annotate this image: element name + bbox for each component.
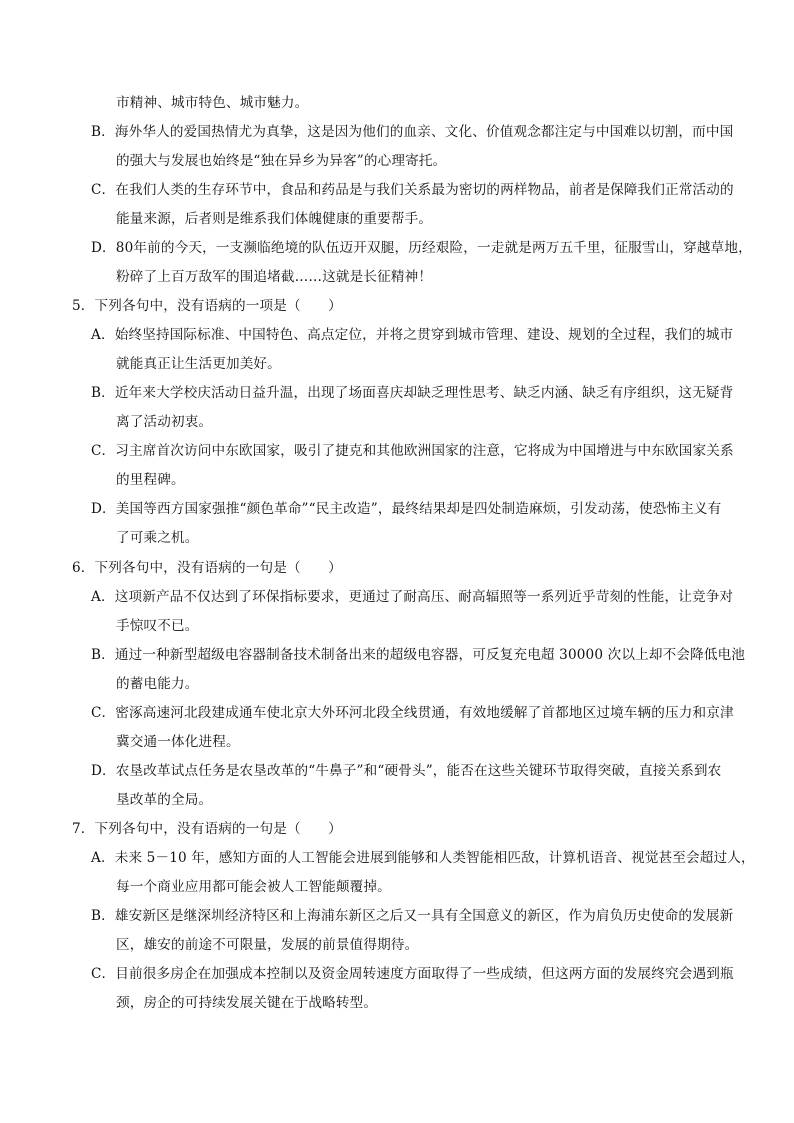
question-4-option-b: B．海外华人的爱国热情尤为真挚，这是因为他们的血亲、文化、价值观念都注定与中国难以切割，而中国	[91, 124, 734, 140]
question-5-option-d-cont: 了可乘之机。	[116, 530, 199, 546]
question-7-option-c: C．目前很多房企在加强成本控制以及资金周转速度方面取得了一些成绩，但这两方面的发展终究会遇到瓶	[91, 966, 734, 982]
question-5-option-b: B．近年来大学校庆活动日益升温，出现了场面喜庆却缺乏理性思考、缺乏内涵、缺乏有序组织，这无疑背	[91, 385, 734, 401]
question-6-option-b: B．通过一种新型超级电容器制备技术制备出来的超级电容器，可反复充电超 30000 次以上却不会降低电池	[91, 647, 746, 663]
question-5-option-c-cont: 的里程碑。	[116, 472, 185, 488]
question-4-option-d: D．80年前的今天，一支濒临绝境的队伍迈开双腿，历经艰险，一走就是两万五千里，征服雪山，穿越草地，	[91, 240, 752, 256]
question-6-option-d: D．农垦改革试点任务是农垦改革的“牛鼻子”和“硬骨头”，能否在这些关键环节取得突破，直接关系到农	[91, 763, 722, 779]
question-5-option-b-cont: 离了活动初衷。	[116, 414, 213, 430]
question-4-option-c-cont: 能量来源，后者则是维系我们体魄健康的重要帮手。	[116, 211, 433, 227]
question-4-option-d-cont: 粉碎了上百万敌军的围追堵截……这就是长征精神！	[116, 269, 433, 285]
question-6-option-a: A．这项新产品不仅达到了环保指标要求，更通过了耐高压、耐高辐照等一系列近乎苛刻的性能，让竞争对	[91, 589, 734, 605]
question-5-option-a: A．始终坚持国际标准、中国特色、高点定位，并将之贯穿到城市管理、建设、规划的全过程，我们的城市	[91, 327, 734, 343]
question-6-option-d-cont: 垦改革的全局。	[116, 792, 213, 808]
question-4-option-c: C．在我们人类的生存环节中，食品和药品是与我们关系最为密切的两样物品，前者是保障我们正常活动的	[91, 182, 734, 198]
question-5-option-d: D．美国等西方国家强推“颜色革命”“民主改造”，最终结果却是四处制造麻烦，引发动荡，使恐怖主义有	[91, 501, 722, 517]
question-7-stem: 7．下列各句中，没有语病的一句是（ ）	[72, 821, 342, 837]
question-5-stem: 5．下列各句中，没有语病的一项是（ ）	[72, 298, 342, 314]
question-7-option-c-cont: 颈，房企的可持续发展关键在于战略转型。	[116, 995, 378, 1011]
question-7-option-b: B．雄安新区是继深圳经济特区和上海浦东新区之后又一具有全国意义的新区，作为肩负历史使命的发展新	[91, 908, 734, 924]
question-7-option-b-cont: 区，雄安的前途不可限量，发展的前景值得期待。	[116, 937, 419, 953]
question-6-stem: 6．下列各句中，没有语病的一句是（ ）	[72, 560, 342, 576]
question-6-option-b-cont: 的蓄电能力。	[116, 676, 199, 692]
question-5-option-a-cont: 就能真正让生活更加美好。	[116, 356, 281, 372]
question-6-option-c-cont: 冀交通一体化进程。	[116, 734, 240, 750]
question-7-option-a: A．未来 5－10 年，感知方面的人工智能会进展到能够和人类智能相匹敌，计算机语音、视觉甚至会超过人，	[91, 850, 755, 866]
question-5-option-c: C．习主席首次访问中东欧国家，吸引了捷克和其他欧洲国家的注意，它将成为中国增进与中东欧国家关系	[91, 443, 734, 459]
question-4-option-b-cont: 的强大与发展也始终是“独在异乡为异客”的心理寄托。	[116, 153, 447, 169]
question-6-option-c: C．密涿高速河北段建成通车使北京大外环河北段全线贯通，有效地缓解了首都地区过境车辆的压力和京津	[91, 705, 734, 721]
question-6-option-a-cont: 手惊叹不已。	[116, 618, 199, 634]
question-7-option-a-cont: 每一个商业应用都可能会被人工智能颠覆掉。	[116, 879, 391, 895]
question-4-option-a-text-cont: 市精神、城市特色、城市魅力。	[116, 95, 309, 111]
